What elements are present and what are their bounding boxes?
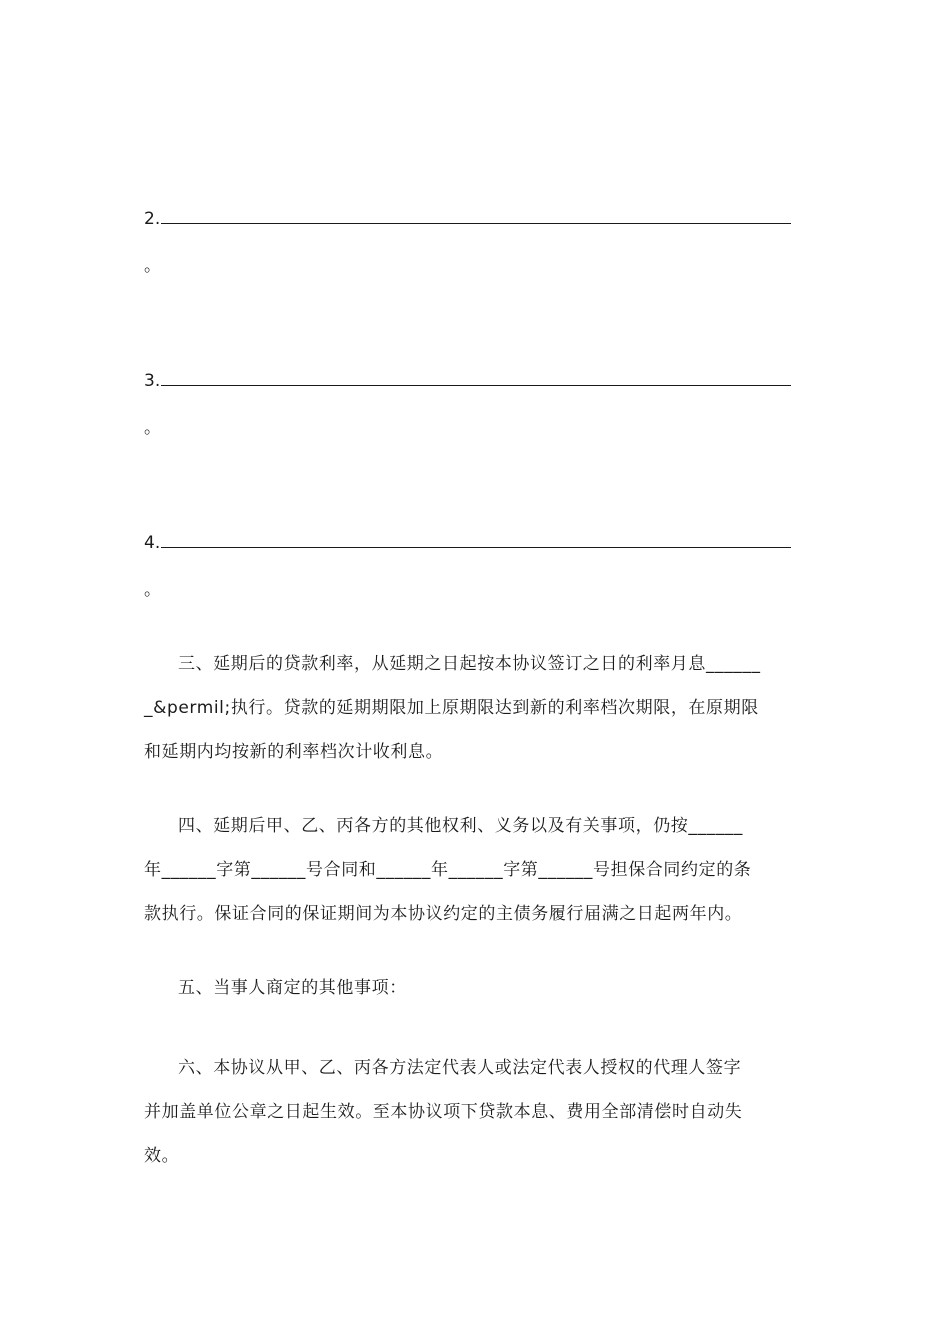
- clause-other-rights: [144, 804, 804, 936]
- fill-in-blank: [161, 547, 791, 548]
- text-line: 效。: [144, 1146, 180, 1166]
- text-line: 四、延期后甲、乙、丙各方的其他权利、义务以及有关事项，仍按______: [178, 816, 743, 836]
- text-line: _&permil;执行。贷款的延期期限加上原期限达到新的利率档次期限，在原期限: [144, 698, 759, 718]
- item-end-mark: 。: [144, 256, 161, 276]
- text-line: 年______字第______号合同和______年______字第______号担保合同约定的条: [144, 860, 752, 880]
- clause-interest-rate: [144, 642, 804, 774]
- blank-item-4: [144, 532, 791, 554]
- text-line: 和延期内均按新的利率档次计收利息。: [144, 742, 444, 762]
- item-number: 3.: [144, 371, 161, 391]
- text-line: 款执行。保证合同的保证期间为本协议约定的主债务履行届满之日起两年内。: [144, 904, 743, 924]
- item-end-mark: 。: [144, 580, 161, 600]
- text-line: 三、延期后的贷款利率，从延期之日起按本协议签订之日的利率月息______: [178, 654, 761, 674]
- item-number: 4.: [144, 533, 161, 553]
- blank-item-2: [144, 208, 791, 230]
- text-line: 并加盖单位公章之日起生效。至本协议项下贷款本息、费用全部清偿时自动失: [144, 1102, 743, 1122]
- clause-effective-date: [144, 1046, 804, 1178]
- item-number: 2.: [144, 209, 161, 229]
- blank-item-3: [144, 370, 791, 392]
- clause-other-matters: [144, 966, 804, 1010]
- item-end-mark: 。: [144, 418, 161, 438]
- fill-in-blank: [161, 385, 791, 386]
- text-line: 六、本协议从甲、乙、丙各方法定代表人或法定代表人授权的代理人签字: [178, 1058, 742, 1078]
- text-line: 五、当事人商定的其他事项：: [178, 978, 407, 998]
- fill-in-blank: [161, 223, 791, 224]
